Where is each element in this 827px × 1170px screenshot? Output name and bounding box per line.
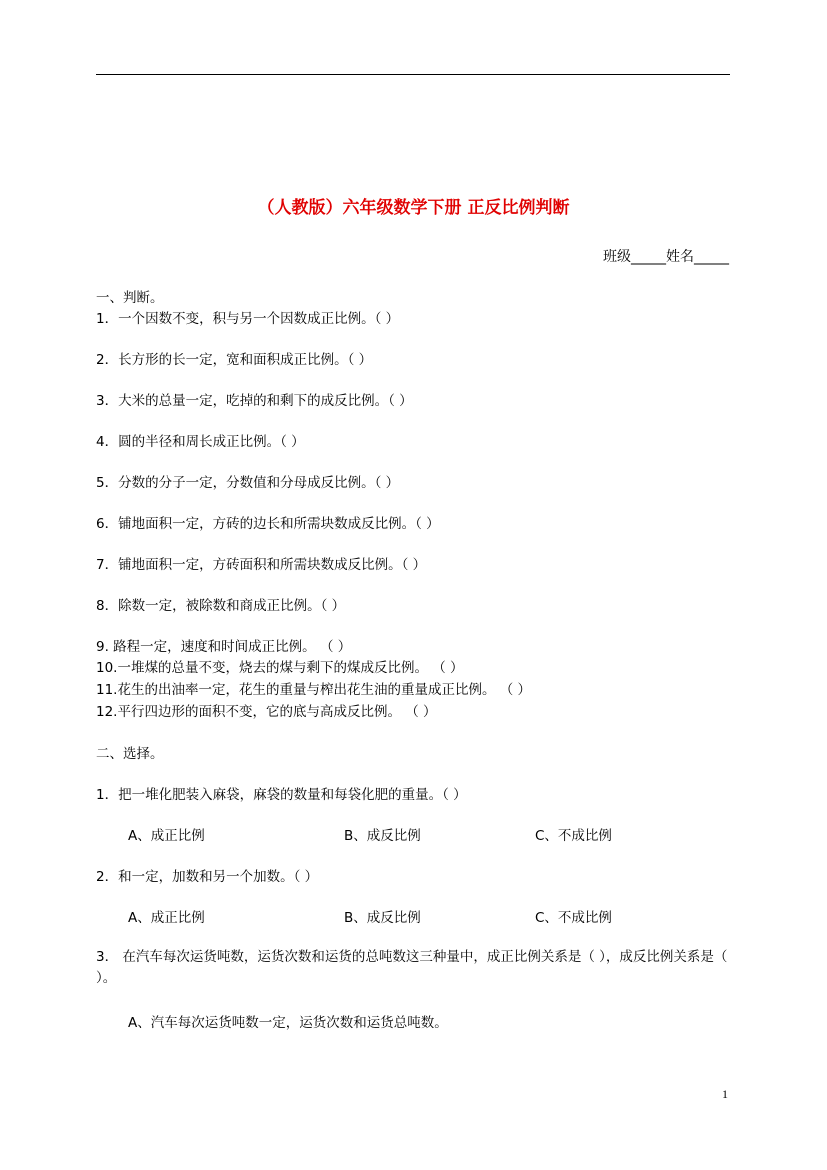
choice-question-3: 3． 在汽车每次运货吨数，运货次数和运货的总吨数这三种量中，成正比例关系是（ ），成反比例关系是（ ）。: [96, 949, 728, 986]
judge-item-1: 1．一个因数不变，积与另一个因数成正比例。（ ）: [96, 311, 400, 327]
judge-item-4: 4．圆的半径和周长成正比例。（ ）: [96, 434, 305, 450]
q2-option-c: C、不成比例: [535, 910, 612, 926]
q1-option-c: C、不成比例: [535, 828, 612, 844]
judge-item-9: 9. 路程一定，速度和时间成正比例。 （ ）: [96, 639, 352, 655]
judge-item-8: 8．除数一定，被除数和商成正比例。（ ）: [96, 598, 346, 614]
judge-item-3: 3．大米的总量一定，吃掉的和剩下的成反比例。（ ）: [96, 393, 413, 409]
q3-option-a: A、汽车每次运货吨数一定，运货次数和运货总吨数。: [128, 1015, 448, 1031]
q1-option-a: A、成正比例: [128, 828, 205, 844]
judge-item-12: 12.平行四边形的面积不变，它的底与高成反比例。 （ ）: [96, 704, 437, 720]
q1-option-b: B、成反比例: [344, 828, 421, 844]
q2-option-a: A、成正比例: [128, 910, 205, 926]
judge-item-11: 11.花生的出油率一定，花生的重量与榨出花生油的重量成正比例。 （ ）: [96, 682, 532, 698]
header-rule: [96, 74, 730, 75]
q2-option-b: B、成反比例: [344, 910, 421, 926]
choice-question-2: 2．和一定，加数和另一个加数。（ ）: [96, 869, 319, 885]
class-name-line: 班级_____姓名_____: [603, 249, 729, 265]
judge-item-2: 2．长方形的长一定，宽和面积成正比例。（ ）: [96, 352, 373, 368]
judge-item-10: 10.一堆煤的总量不变，烧去的煤与剩下的煤成反比例。 （ ）: [96, 660, 464, 676]
page-number: 1: [722, 1087, 728, 1101]
section-heading-choice: 二、选择。: [96, 746, 164, 762]
judge-item-7: 7．铺地面积一定，方砖面积和所需块数成反比例。（ ）: [96, 557, 427, 573]
judge-item-6: 6．铺地面积一定，方砖的边长和所需块数成反比例。（ ）: [96, 516, 440, 532]
section-heading-judge: 一、判断。: [96, 290, 164, 306]
page-title: （人教版）六年级数学下册 正反比例判断: [257, 198, 570, 218]
judge-item-5: 5．分数的分子一定，分数值和分母成反比例。（ ）: [96, 475, 400, 491]
choice-question-1: 1．把一堆化肥装入麻袋，麻袋的数量和每袋化肥的重量。（ ）: [96, 787, 467, 803]
